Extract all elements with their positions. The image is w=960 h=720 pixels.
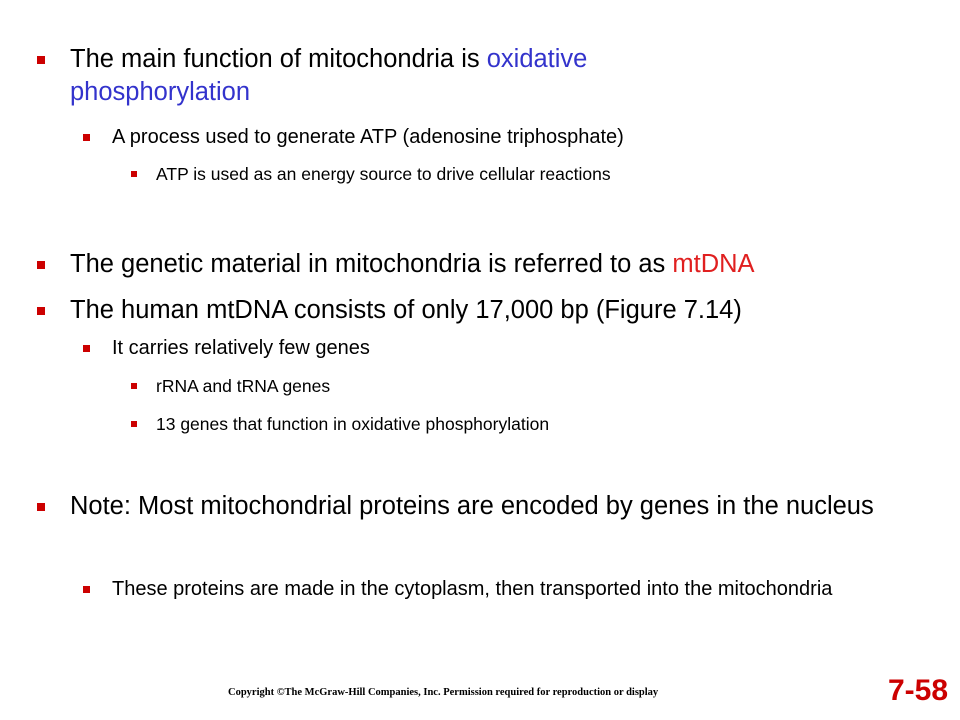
bullet-text: The human mtDNA consists of only 17,000 bp (Figure 7.14) [70,296,742,324]
highlight-text: oxidative phosphorylation [70,45,588,106]
bullet-rrna-trna [156,375,936,397]
bullet-square-icon [37,307,45,315]
bullet-text: These proteins are made in the cytoplasm, then transported into the mitochondria [112,578,833,600]
bullet-square-icon [37,261,45,269]
bullet-note [70,490,930,523]
bullet-text: ATP is used as an energy source to drive cellular reactions [156,164,611,184]
bullet-square-icon [131,383,137,389]
bullet-13-genes [156,413,936,435]
bullet-genetic-material [70,248,950,281]
copyright-notice: Copyright ©The McGraw-Hill Companies, Inc. Permission required for reproduction or display [228,687,659,698]
bullet-square-icon [83,345,90,352]
bullet-cytoplasm [112,576,922,602]
bullet-text: The main function of mitochondria is [70,45,487,73]
bullet-text: It carries relatively few genes [112,337,370,359]
bullet-text: Note: Most mitochondrial proteins are encoded by genes in the nucleus [70,492,874,520]
bullet-atp-process [112,124,912,150]
bullet-square-icon [83,586,90,593]
slide-number: 7-58 [887,674,948,707]
bullet-text: The genetic material in mitochondria is referred to as [70,250,673,278]
bullet-square-icon [131,421,137,427]
bullet-square-icon [83,134,90,141]
bullet-atp-energy [156,163,936,185]
bullet-human-mtdna [70,294,950,327]
bullet-text: 13 genes that function in oxidative phosphorylation [156,414,550,434]
bullet-few-genes [112,335,912,361]
bullet-main-function [70,43,770,109]
bullet-text: rRNA and tRNA genes [156,376,331,396]
bullet-square-icon [37,56,45,64]
highlight-text: mtDNA [672,250,755,278]
bullet-square-icon [131,171,137,177]
bullet-text: A process used to generate ATP (adenosine triphosphate) [112,126,624,148]
bullet-square-icon [37,503,45,511]
